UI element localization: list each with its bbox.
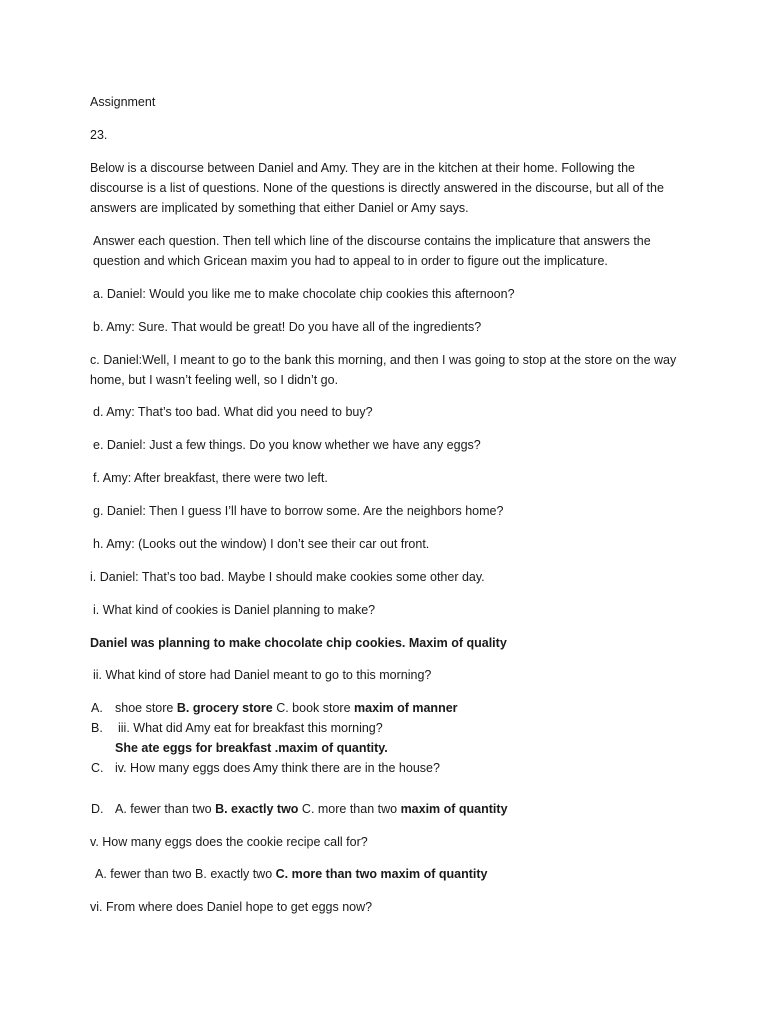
answer-2-option-a: shoe store <box>115 701 177 715</box>
answer-2-option-c: C. book store <box>272 701 355 715</box>
answer-4-option-b: B. exactly two <box>215 802 299 816</box>
question-6: vi. From where does Daniel hope to get eggs now? <box>90 900 373 914</box>
list-label-d: D. <box>91 802 104 816</box>
discourse-line-a: a. Daniel: Would you like me to make chocolate chip cookies this afternoon? <box>93 287 515 301</box>
discourse-line-c: c. Daniel:Well, I meant to go to the bank this morning, and then I was going to stop at the store on the way home, but I wasn’t feeling well, so I didn’t go. <box>90 353 677 387</box>
answer-5 <box>95 864 685 884</box>
discourse-line-f: f. Amy: After breakfast, there were two left. <box>93 471 328 485</box>
list-label-b: B. <box>91 721 103 735</box>
answer-3: She ate eggs for breakfast .maxim of quantity. <box>115 741 388 755</box>
discourse-line-h: h. Amy: (Looks out the window) I don’t see their car out front. <box>93 537 430 551</box>
document-title: Assignment <box>90 95 156 109</box>
question-3: iii. What did Amy eat for breakfast this morning? <box>118 721 383 735</box>
question-2: ii. What kind of store had Daniel meant to go to this morning? <box>93 668 432 682</box>
question-4: iv. How many eggs does Amy think there are in the house? <box>115 761 440 775</box>
list-label-a: A. <box>91 701 103 715</box>
discourse-line-i: i. Daniel: That’s too bad. Maybe I should make cookies some other day. <box>90 570 485 584</box>
answer-5-options: A. fewer than two B. exactly two <box>95 867 276 881</box>
answer-4-option-a: A. fewer than two <box>115 802 216 816</box>
answer-2 <box>115 698 458 718</box>
discourse-line-g: g. Daniel: Then I guess I’ll have to borrow some. Are the neighbors home? <box>93 504 504 518</box>
list-label-c: C. <box>91 761 104 775</box>
answer-2-maxim: maxim of manner <box>354 701 458 715</box>
answer-4-maxim: maxim of quantity <box>400 802 508 816</box>
answer-2-option-b: B. grocery store <box>176 701 273 715</box>
answer-5-selected: C. more than two maxim of quantity <box>275 867 488 881</box>
answer-1: Daniel was planning to make chocolate chip cookies. Maxim of quality <box>90 636 507 650</box>
answer-4-option-c: C. more than two <box>298 802 401 816</box>
discourse-line-e: e. Daniel: Just a few things. Do you know whether we have any eggs? <box>93 438 481 452</box>
assignment-number: 23. <box>90 128 108 142</box>
question-5: v. How many eggs does the cookie recipe call for? <box>90 835 368 849</box>
question-1: i. What kind of cookies is Daniel planning to make? <box>93 603 376 617</box>
instructions-paragraph: Answer each question. Then tell which line of the discourse contains the implicature that answers the question and which Gricean maxim you had to appeal to in order to figure out the implicature. <box>93 234 651 268</box>
intro-paragraph: Below is a discourse between Daniel and Amy. They are in the kitchen at their home. Following the discourse is a list of questions. None of the questions is directly answered in the discourse, but all of the answers are implicated by something that either Daniel or Amy says. <box>90 161 664 215</box>
discourse-line-b: b. Amy: Sure. That would be great! Do you have all of the ingredients? <box>93 320 482 334</box>
discourse-line-d: d. Amy: That’s too bad. What did you need to buy? <box>93 405 373 419</box>
answer-4 <box>115 799 508 819</box>
